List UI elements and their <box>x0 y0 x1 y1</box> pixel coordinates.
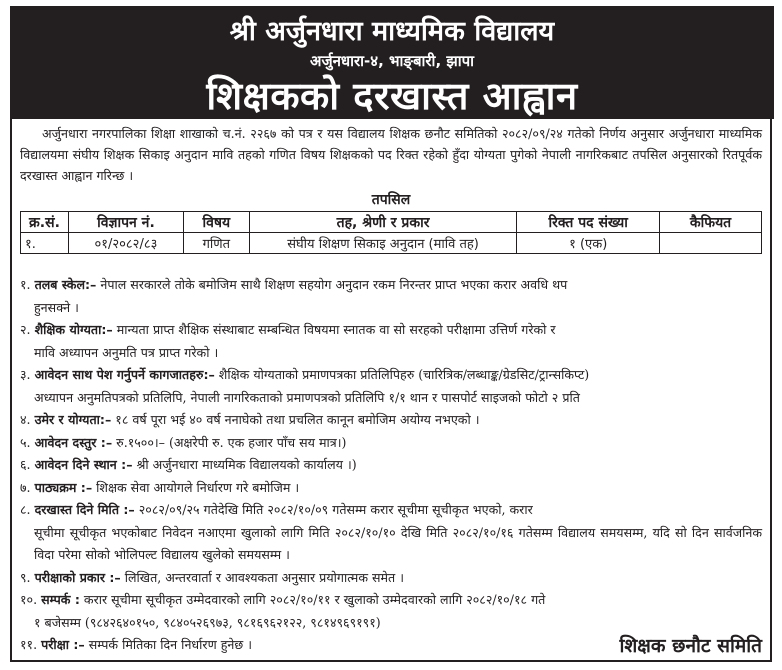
item-number: २. <box>20 322 31 337</box>
condition-syllabus <box>20 477 762 500</box>
item-label: आवेदन दस्तुर :– <box>34 434 113 450</box>
item-label: तलब स्केल:– <box>34 277 97 292</box>
cell-level: संघीय शिक्षण सिकाइ अनुदान (मावि तह) <box>249 233 517 254</box>
item-continuation: सूचीमा सूचीकृत भएकोबाट निवेदन नआएमा खुलाको लागि मिति २०८२/१०/१० देखि मिति २०८२/१०/१६ गतेसम्म विद्यालय समयसम्म, यदि सो दिन सार्वजनिक विदा परेमा सोको भोलिपल्ट विद्यालय खुलेको समयसम्म । <box>34 524 762 562</box>
condition-place <box>20 454 762 477</box>
notice-title: शिक्षकको दरखास्त आह्वान <box>206 74 578 118</box>
condition-qualification <box>20 319 762 364</box>
signature-committee: शिक्षक छनौट समिति <box>619 635 762 657</box>
item-label: परीक्षा :– <box>41 637 85 652</box>
item-number: ८. <box>20 502 31 517</box>
conditions-list <box>20 274 762 657</box>
item-continuation: १ बजेसम्म (९८४२६४०१५०, ९८४०५२६९७३, ९८१६९६२१२२, ९८१४९६९१९१) <box>34 614 381 630</box>
item-text: १८ वर्ष पूरा भई ४० वर्ष ननाघेको तथा प्रचलित कानून बमोजिम अयोग्य नभएको । <box>111 412 480 427</box>
item-continuation: हुनसक्ने । <box>34 299 79 315</box>
condition-salary <box>20 274 762 319</box>
item-label: आवेदन दिने स्थान :– <box>34 457 133 472</box>
school-name: श्री अर्जुनधारा माध्यमिक विद्यालय <box>229 16 555 47</box>
item-label: दरखास्त दिने मिति :– <box>34 502 135 517</box>
item-label: परीक्षाको प्रकार :– <box>34 569 121 585</box>
school-address: अर्जुनधारा-४, भाङ्बारी, झापा <box>310 52 474 70</box>
item-label: उमेर र योग्यता:– <box>34 412 112 427</box>
condition-fee <box>20 432 762 455</box>
col-ad-number: विज्ञापन नं. <box>68 212 183 233</box>
item-label: सम्पर्क : <box>41 592 80 607</box>
item-label: आवेदन साथ पेश गर्नुपर्ने कागजातहरु:– <box>34 367 215 382</box>
item-number: ३. <box>20 367 31 382</box>
item-number: ९. <box>20 569 31 585</box>
item-number: १०. <box>20 592 38 607</box>
item-text: शिक्षक सेवा आयोगले निर्धारण गरे बमोजिम । <box>92 479 300 495</box>
item-text: नेपाल सरकारले तोके बमोजिम साथै शिक्षण सहयोग अनुदान रकम निरन्तर प्राप्त भएका करार अवधि थप <box>96 277 568 292</box>
cell-remarks <box>660 233 762 254</box>
item-label: शैक्षिक योग्यता:– <box>34 322 113 337</box>
item-text: शैक्षिक योग्यताको प्रमाणपत्रका प्रतिलिपिहरु (चारित्रिक/लब्धाङ्क/ग्रेडसिट/ट्रान्सकिप्ट) <box>214 367 590 382</box>
item-label: पाठ्यक्रम :– <box>34 479 93 495</box>
item-number: ११. <box>20 637 38 652</box>
condition-age <box>20 409 762 432</box>
col-remarks: कैफियत <box>660 212 762 233</box>
notice-header <box>10 6 774 119</box>
item-number: १. <box>20 277 31 292</box>
item-text: मान्यता प्राप्त शैक्षिक संस्थाबाट सम्बन्धित विषयमा स्नातक वा सो सरहको परीक्षामा उत्तिर्ण गरेको र <box>112 322 556 337</box>
col-level: तह, श्रेणी र प्रकार <box>249 212 517 233</box>
col-subject: विषय <box>183 212 249 233</box>
condition-contact <box>20 589 762 634</box>
condition-dates <box>20 499 762 567</box>
cell-ad-number: ०१/२०८२/८३ <box>68 233 183 254</box>
item-continuation: अध्यापन अनुमतिपत्रको प्रतिलिपि, नेपाली नागरिकताको प्रमाणपत्रको प्रतिलिपि १/१ थान र पासपोर्ट साइजको फोटो २ प्रति <box>34 389 580 405</box>
condition-exam-type <box>20 567 762 590</box>
item-text: लिखित, अन्तरवार्ता र आवश्यकता अनुसार प्रयोगात्मक समेत । <box>120 569 404 585</box>
item-text: २०८२/०९/२५ गतेदेखि मिति २०८२/१०/०९ गतेसम्म करार सूचीमा सूचीकृत भएको, करार <box>134 502 533 517</box>
item-text: रु.१५००।– (अक्षरेपी रु. एक हजार पाँच सय मात्र।) <box>112 434 347 450</box>
col-serial: क्र.सं. <box>21 212 69 233</box>
table-header-row <box>21 212 762 233</box>
schedule-label: तपसिल <box>371 192 411 208</box>
vacancy-table <box>20 211 762 254</box>
item-number: ५. <box>20 434 31 450</box>
item-text: सम्पर्क मितिका दिन निर्धारण हुनेछ । <box>84 637 252 652</box>
col-vacancies: रिक्त पद संख्या <box>517 212 660 233</box>
condition-documents <box>20 364 762 409</box>
cell-vacancies: १ (एक) <box>517 233 660 254</box>
table-row <box>21 233 762 254</box>
item-number: ६. <box>20 457 31 472</box>
item-number: ४. <box>20 412 31 427</box>
cell-subject: गणित <box>183 233 249 254</box>
intro-paragraph: अर्जुनधारा नगरपालिका शिक्षा शाखाको च.नं. २२६७ को पत्र र यस विद्यालय शिक्षक छनौट समितिको २०८२/०९/२४ गतेको निर्णय अनुसार अर्जुनधारा माध्यमिक विद्यालयमा संघीय शिक्षक सिकाइ अनुदान मावि तहको गणित विषय शिक्षकको पद रिक्त रहेको हुँदा योग्यता पुगेको नेपाली नागरिकबाट तपसिल अनुसारको रितपूर्वक दरखास्त आह्वान गरिन्छ । <box>20 126 762 183</box>
item-number: ७. <box>20 479 31 495</box>
cell-serial: १. <box>21 233 69 254</box>
item-text: श्री अर्जुनधारा माध्यमिक विद्यालयको कार्यालय ।) <box>132 457 357 472</box>
item-text: करार सूचीमा सूचीकृत उम्मेदवारको लागि २०८२/१०/११ र खुलाको उम्मेदवारको लागि २०८२/१०/१८ गते <box>79 592 546 607</box>
item-continuation: मावि अध्यापन अनुमति पत्र प्राप्त गरेको । <box>34 344 219 360</box>
